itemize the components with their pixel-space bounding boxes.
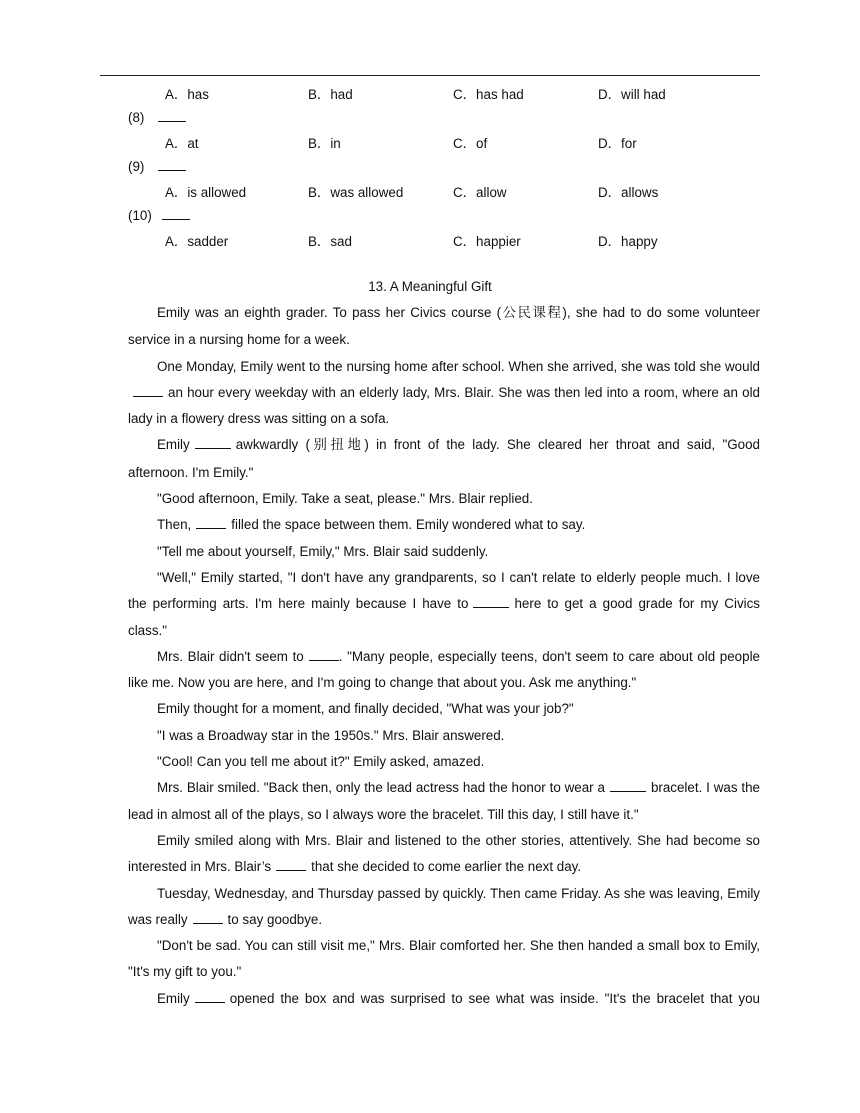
- question-10: [128, 207, 190, 223]
- option-b: B．was allowed: [308, 185, 404, 200]
- text: Mrs. Blair didn't seem to: [157, 648, 304, 664]
- answer-blank: [195, 989, 225, 1003]
- options-row-10: [0, 231, 860, 251]
- answer-blank: [276, 857, 306, 871]
- options-row-9: [0, 182, 860, 202]
- option-b: B．sad: [308, 234, 352, 249]
- option-c: C．happier: [453, 234, 521, 249]
- answer-blank: [158, 158, 186, 171]
- question-number: (8): [128, 110, 145, 125]
- text: One Monday, Emily went to the nursing home after school. When she arrived, she was told she would: [157, 358, 760, 374]
- option-b: B．had: [308, 87, 353, 102]
- option-b: B．in: [308, 136, 341, 151]
- answer-blank: [473, 594, 509, 608]
- answer-blank: [193, 910, 223, 924]
- paragraph: "Don't be sad. You can still visit me," Mrs. Blair comforted her. She then handed a small box to Emily, "It's my gift to you.": [128, 938, 760, 980]
- paragraph: [128, 644, 760, 697]
- text: to say goodbye.: [227, 911, 323, 927]
- option-c: C．allow: [453, 185, 507, 200]
- options-row-8: [0, 133, 860, 153]
- answer-blank: [309, 647, 339, 661]
- question-8: [128, 109, 186, 125]
- text: an hour every weekday with an elderly lady, Mrs. Blair. She was then led into a room, where an old lady in a flowery dress was sitting on a sofa.: [128, 384, 760, 427]
- text: Tuesday, Wednesday, and Thursday passed by quickly. Then came Friday. As she was leaving, Emily was really: [128, 885, 760, 927]
- text: awkwardly (: [235, 437, 310, 453]
- header-rule: [100, 75, 760, 76]
- option-a: A．is allowed: [165, 185, 247, 200]
- text: "Well," Emily started, "I don't have any grandparents, so I can't relate to elderly people much. I love the performing arts. I'm here mainly because I have to: [128, 569, 760, 612]
- option-a: A．has: [165, 87, 209, 102]
- text: ), she had to do some volunteer service in a nursing home for a week.: [128, 305, 761, 348]
- text: . "Many people, especially teens, don't seem to care about old people like me. Now you are here, and I'm going to change that about you. Ask me anything.": [128, 648, 760, 691]
- answer-blank: [196, 515, 226, 529]
- paragraph: [128, 881, 760, 934]
- answer-blank: [610, 778, 646, 792]
- paragraph: "Good afternoon, Emily. Take a seat, please." Mrs. Blair replied.: [157, 491, 533, 507]
- option-d: D．will had: [598, 87, 666, 102]
- option-d: D．for: [598, 136, 637, 151]
- text: Mrs. Blair smiled. "Back then, only the lead actress had the honor to wear a: [157, 780, 605, 796]
- text: that she decided to come earlier the next day.: [311, 859, 582, 875]
- option-c: C．has had: [453, 87, 524, 102]
- paragraph: [128, 432, 760, 486]
- paragraph: [128, 300, 760, 354]
- option-a: A．sadder: [165, 234, 229, 249]
- text-cjk: 公民课程: [501, 306, 563, 321]
- text: Emily: [157, 437, 190, 453]
- text: filled the space between them. Emily wondered what to say.: [231, 517, 586, 533]
- text: Then,: [157, 517, 192, 533]
- text: ) in front of the lady. She cleared her throat and said, "Good afternoon. I'm Emily.": [128, 437, 761, 480]
- question-number: (9): [128, 159, 145, 174]
- paragraph: [128, 828, 760, 881]
- options-row-7: [0, 84, 860, 104]
- paragraph: [128, 565, 760, 644]
- answer-blank: [158, 109, 186, 122]
- text: Emily was an eighth grader. To pass her Civics course (: [157, 305, 502, 320]
- paragraph: "Cool! Can you tell me about it?" Emily asked, amazed.: [157, 754, 485, 770]
- text: here to get a good grade for my Civics class.": [128, 596, 761, 638]
- paragraph: "Tell me about yourself, Emily," Mrs. Blair said suddenly.: [157, 543, 489, 559]
- section-title: 13. A Meaningful Gift: [368, 279, 492, 294]
- answer-blank: [162, 207, 190, 220]
- text: Emily: [157, 990, 190, 1006]
- paragraph: [128, 512, 760, 538]
- paragraph: [128, 354, 760, 433]
- option-c: C．of: [453, 136, 488, 151]
- text: bracelet. I was the lead in almost all of the plays, so I always wore the bracelet. Till this day, I still have it.": [128, 780, 760, 822]
- paragraph: Emily thought for a moment, and finally decided, "What was your job?": [157, 701, 574, 717]
- paragraph: [128, 986, 760, 1012]
- paragraph: [128, 775, 760, 828]
- answer-blank: [133, 383, 163, 397]
- passage: [128, 300, 760, 1012]
- text-cjk: 别扭地: [309, 438, 365, 454]
- option-d: D．happy: [598, 234, 658, 249]
- question-9: [128, 158, 186, 174]
- text: Emily smiled along with Mrs. Blair and listened to the other stories, attentively. She had become so interested in Mrs. Blair’s: [128, 832, 760, 875]
- text: opened the box and was surprised to see what was inside. "It's the bracelet that you: [229, 990, 760, 1006]
- option-a: A．at: [165, 136, 199, 151]
- question-number: (10): [128, 208, 152, 223]
- answer-blank: [195, 435, 231, 449]
- option-d: D．allows: [598, 185, 659, 200]
- paragraph: "I was a Broadway star in the 1950s." Mrs. Blair answered.: [157, 727, 505, 743]
